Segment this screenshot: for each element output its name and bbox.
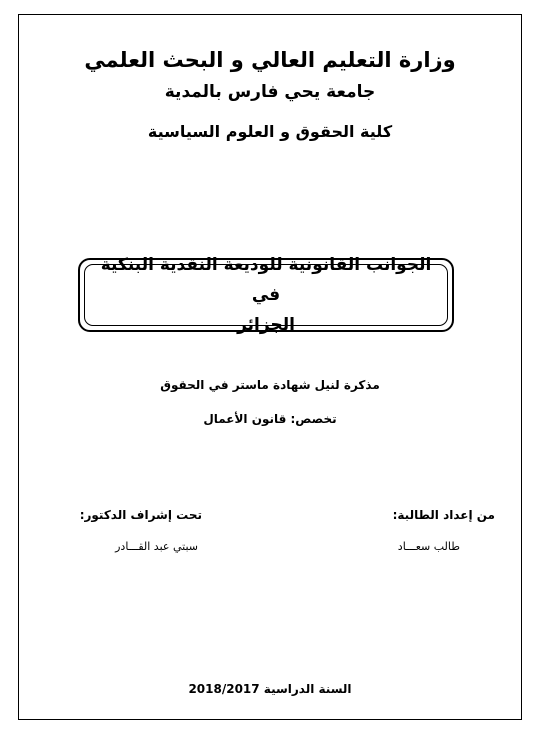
thesis-title-line-1: الجوانب القانونية للوديعة النقدية البنكية في [100,255,432,305]
thesis-title-line-2: الجزائر [237,315,295,335]
university-name: جامعة يحي فارس بالمدية [164,82,376,102]
thesis-specialty: تخصص: قانون الأعمال [203,412,337,426]
supervisor-label: تحت إشراف الدكتور: [79,508,202,522]
student-name: طالب سعـــاد [397,540,460,553]
student-label: من إعداد الطالبة: [392,508,495,522]
page-border [18,14,522,720]
ministry-name: وزارة التعليم العالي و البحث العلمي [84,48,456,72]
academic-year: السنة الدراسية 2018/2017 [188,682,352,696]
thesis-title-box [78,255,454,335]
thesis-title [85,250,447,340]
thesis-purpose: مذكرة لنيل شهادة ماستر في الحقوق [160,378,380,392]
thesis-title-inner-border [84,255,448,335]
supervisor-name: سبتي عبد القـــادر [115,540,198,553]
faculty-name: كلية الحقوق و العلوم السياسية [147,122,393,141]
